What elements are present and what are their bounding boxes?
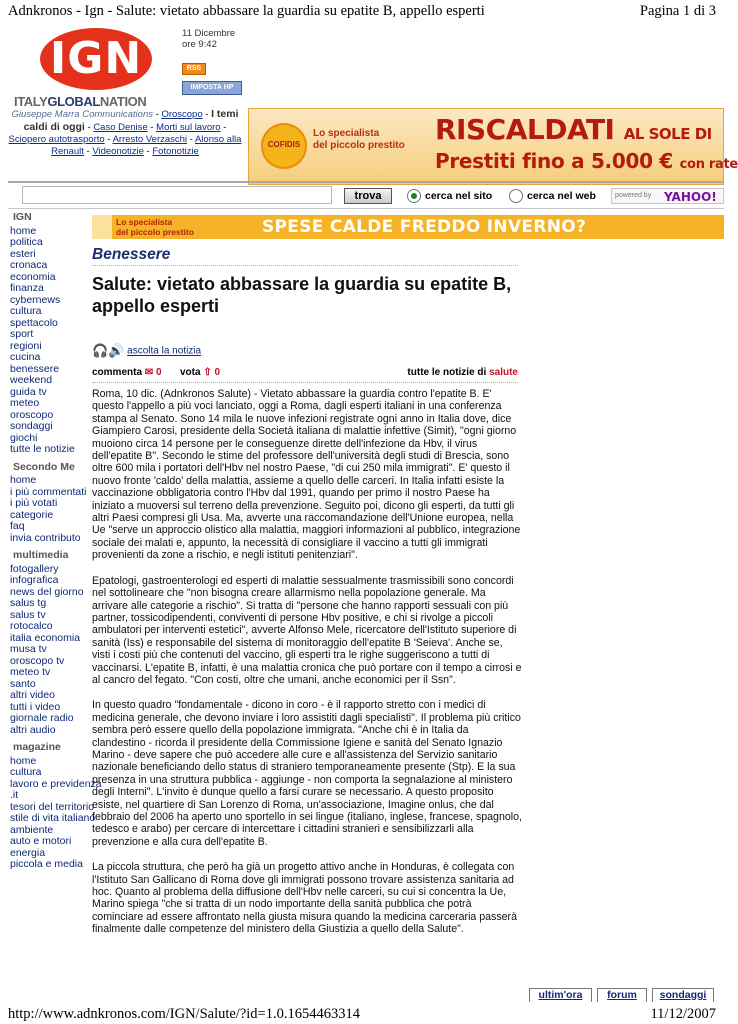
sidebar-item-secondo[interactable]: i più commentati [10,485,87,498]
nav-link-oroscopo[interactable]: Oroscopo [161,109,203,120]
powered-by-yahoo: powered by YAHOO! [611,188,724,204]
sidebar-heading-ign: IGN [13,211,32,223]
sidebar-heading-secondo-me: Secondo Me [13,460,75,473]
sidebar-item-multimedia[interactable]: salus tv [10,608,46,621]
sun-logo-icon: COFIDIS [261,123,307,169]
article-body [92,388,522,949]
banner2-headline: SPESE CALDE FREDDO INVERNO? [262,217,587,237]
hot-topics-label: I temi caldi di oggi [23,108,239,133]
ign-logo[interactable] [40,28,152,90]
sidebar-item-ign[interactable]: regioni [10,339,42,352]
print-header [8,0,716,22]
vote-button[interactable]: vota ⇧ 0 [180,367,221,378]
banner-headline-1: RISCALDATI AL SOLE DI [435,113,712,146]
sidebar-nav [10,211,102,871]
print-url: http://www.adnkronos.com/IGN/Salute/?id=1.0.1654463314 [8,1005,360,1022]
credit-text: Giuseppe Marra Communications [11,109,153,120]
tab-forum[interactable]: forum [597,988,647,1002]
set-homepage-button[interactable]: IMPOSTA HP [182,81,242,95]
sidebar-item-ign[interactable]: tutte le notizie [10,443,75,455]
sidebar-item-ign[interactable]: cybernews [10,293,61,306]
print-title: Adnkronos - Ign - Salute: vietato abbassare la guardia su epatite B, appello esperti [8,2,485,19]
sidebar-item-magazine[interactable]: tesori del territorio [10,800,95,813]
sidebar-item-ign[interactable]: meteo [10,397,40,409]
sidebar-item-ign[interactable]: economia [10,270,56,283]
sidebar-item-multimedia[interactable]: santo [10,677,36,690]
sidebar-item-secondo[interactable]: home [10,474,37,486]
rss-button[interactable]: RSS [182,63,206,75]
all-news-link[interactable]: tutte le notizie di salute [407,367,518,378]
section-title: Benessere [92,246,518,266]
cofidis-banner-ad[interactable] [248,108,738,185]
sidebar-item-ign[interactable]: politica [10,236,43,248]
sidebar-item-secondo[interactable]: categorie [10,508,54,521]
sidebar-item-ign[interactable]: giochi [10,431,38,444]
sidebar-item-ign[interactable]: weekend [10,374,53,386]
sidebar-item-multimedia[interactable]: news del giorno [10,585,84,598]
sidebar-item-secondo[interactable]: i più votati [10,497,58,509]
sidebar-item-magazine[interactable]: .it [10,789,19,801]
nav-link-hot-topic[interactable]: Sciopero autotrasporto [8,134,105,145]
sidebar-item-ign[interactable]: cronaca [10,259,48,271]
nav-link-fotonotizie[interactable]: Fotonotizie [152,146,199,157]
sidebar-item-ign[interactable]: home [10,224,37,237]
sidebar-item-ign[interactable]: finanza [10,282,44,294]
ign-tagline: ITALYGLOBALNATION [14,94,147,109]
banner-subtitle: Lo specialista del piccolo prestito [313,128,405,151]
comment-button[interactable]: commenta ✉ 0 [92,367,162,378]
nav-link-hot-topic[interactable]: Caso Denise [93,122,148,133]
print-date: 11/12/2007 [650,1005,716,1022]
headphones-speaker-icon: 🎧🔊 [92,343,125,358]
vote-arrow-icon: ⇧ [203,367,212,378]
radio-label-web: cerca nel web [527,190,596,202]
comment-icon: ✉ [144,367,154,378]
sidebar-item-magazine[interactable]: lavoro e previdenza [10,777,102,790]
tab-ultima-ora[interactable]: ultim'ora [529,988,592,1002]
sidebar-heading-multimedia: multimedia [13,549,69,561]
sidebar-item-magazine[interactable]: piccola e media [10,858,83,870]
nav-link-videonotizie[interactable]: Videonotizie [92,146,144,157]
sidebar-item-multimedia[interactable]: oroscopo tv [10,654,65,667]
sidebar-item-multimedia[interactable]: altri video [10,689,55,701]
tab-sondaggi[interactable]: sondaggi [652,988,714,1002]
article-paragraph: Roma, 10 dic. (Adnkronos Salute) - Vietato abbassare la guardia contro l'epatite B. E' questo l'appello a più voci lanciato, oggi a Roma, dagli esperti italiani in una conferenza stampa al Senato. Sono 14 mila le nuove infezioni registrate ogni anno in Italia dove, dice Giampiero Carosi, presidente della Società italiana di malattie infettive (Simit), "ogni giorno muoiono circa 14 persone per le conseguenze dirette dell'infezione da Hbv, il virus dell'epatite B". Secondo le stime del professore dell'università degli studi di Brescia, sono oltre 600 mila i portatori dell'Hbv nel nostro Paese, "di cui 250 mila immigrati". E' questo il nuovo fronte 'caldo' della malattia, assieme a quello delle carceri. In Italia infatti esiste la vaccinazione obbligatoria contro l'Hbv dal 1991, quando per primo il nostro Paese ha iniziato a muoversi sul terreno della prevenzione. Seguito poi, dicono gli esperti, da tutti gli altri Paesi compresi gli Usa. Ma, avverte una raccomandazione dell'Unione europea, nella Ue "serve un approccio olistico alla malattia, maggiori informazioni al pubblico, integrazione sociale dei malati e, appunto, la necessità di consigliare il vaccino a tutti gli immigrati provenienti da zone a rischio, e negli istituti penitenziari". [92,388,521,562]
divider [92,382,518,383]
spese-calde-banner-ad[interactable] [92,215,724,239]
sidebar-heading-magazine: magazine [13,741,61,753]
sidebar-item-ign[interactable]: esteri [10,247,36,260]
sidebar-item-multimedia[interactable]: salus tg [10,597,47,609]
sidebar-item-magazine[interactable]: cultura [10,766,42,778]
search-button[interactable]: trova [344,188,392,204]
nav-link-hot-topic[interactable]: Arresto Verzaschi [112,134,188,145]
listen-link[interactable]: ascolta la notizia [127,345,202,357]
radio-label-site: cerca nel sito [425,190,493,202]
top-nav-links: Giuseppe Marra Communications - Oroscopo - I temi caldi di oggi - Caso Denise - Morti sul lavoro - Sciopero autotrasporto - Arresto Verzaschi - Alonso alla Renault - Videonotizie - Fotonotizie [8,108,242,157]
ign-logo-text: IGN [49,33,143,84]
sidebar-item-ign[interactable]: spettacolo [10,316,58,329]
sidebar-item-ign[interactable]: sport [10,328,34,340]
sidebar-item-ign[interactable]: benessere [10,362,60,375]
sidebar-item-multimedia[interactable]: tutti i video [10,700,61,713]
sidebar-item-magazine[interactable]: auto e motori [10,835,72,847]
sidebar-item-ign[interactable]: sondaggi [10,420,53,432]
time-text: ore 9:42 [182,39,217,50]
sidebar-item-secondo[interactable]: invia contributo [10,531,81,544]
sidebar-item-multimedia[interactable]: giornale radio [10,712,74,724]
article-paragraph: Epatologi, gastroenterologi ed esperti di malattie sessualmente trasmissibili sono concordi nel sottolineare che "non bisogna creare allarmismo nella popolazione generale. Ma arrivare alle categorie a rischio". Si tratta di "persone che hanno rapporti sessuali con più partner, tossicodipendenti, conviventi di persone Hbv positive, e chi si rivolge a piccoli ambulatori per interventi estetici", avverte Alfonso Mele, ricercatore dell'Istituto superiore di sanità (Iss) e responsabile del sistema di monitoraggio dell'epatite B 'Seieva'. Anche se, visti i costi più che contenuti del vaccino, gli esperti tra le righe suggeriscono a tutti di vaccinarsi. L'epatite B, infatti, è una malattia cronica che può portare con il tempo a cirrosi e al cancro del fegato. "Con costi, oltre che umani, anche economici per il Ssn". [92,574,522,686]
sidebar-item-ign[interactable]: cultura [10,305,42,317]
date-text: 11 Dicembre [182,28,236,39]
sidebar-item-multimedia[interactable]: musa tv [10,643,47,655]
radio-search-web[interactable] [509,189,523,203]
article-paragraph: In questo quadro "fondamentale - dicono in coro - è il rapporto stretto con i medici di medicina generale, che devono inviare i loro assistiti dagli specialisti". Il problema più critico sembra però essere quello della popolazione immigrata. "Anche chi è in Italia da clandestino - ricorda il presidente della Commissione Igiene e sanità del Senato Ignazio Marino - deve sapere che può accedere alle cure e all'assistenza del Servizio sanitario nazionale beneficiando dello status di straniero temporaneamente presente (Stp). E la sua presenza in una struttura pubblica - aggiunge - non comporta la segnalazione al ministero degli Interni". L'invito è dunque quello a farsi curare se necessario. A questo proposito esiste, nel quartiere di San Lorenzo di Roma, un'associazione, Imagine onlus, che dal febbraio del 2006 ha aperto uno sportello in sei lingue (italiano, inglese, francese, spagnolo, tedesco e arabo) per cercare di intercettare i cittadini stranieri e sensibilizzarli alla prevenzione e alla cura dell'epatite B. [92,699,522,848]
nav-link-hot-topic[interactable]: Alonso alla Renault [51,134,242,157]
article-paragraph: La piccola struttura, che però ha già un progetto attivo anche in Honduras, è collegata con l'Istituto San Gallicano di Roma dove gli immigrati possono trovare assistenza sanitaria ad hoc. Quanto al problema della diffusione dell'Hbv nelle carceri, su cui si concentra la Ue, Marino spiega "che si tratta di un nodo importante della sanità pubblica che potrà cominciare ad essere affrontato nella giusta misura quando la medicina carceraria passerà finalmente dalle competenze del ministero della Giustizia a quello della Salute". [92,861,517,936]
sidebar-item-multimedia[interactable]: meteo tv [10,666,51,678]
sidebar-item-multimedia[interactable]: italia economia [10,631,81,644]
article-title: Salute: vietato abbassare la guardia su epatite B, appello esperti [92,274,512,316]
sidebar-item-magazine[interactable]: energia [10,846,46,859]
listen-row [92,343,201,359]
banner-sun-icon [92,215,112,239]
sidebar-item-multimedia[interactable]: altri audio [10,723,56,736]
nav-link-hot-topic[interactable]: Morti sul lavoro [156,122,221,133]
divider [8,208,724,209]
sidebar-item-ign[interactable]: guida tv [10,385,47,398]
article-meta [92,366,518,380]
print-footer [8,1004,716,1024]
banner2-subtitle: Lo specialista del piccolo prestito [116,217,194,237]
divider [8,181,724,183]
bottom-tabs [529,988,724,1002]
sidebar-item-secondo[interactable]: faq [10,520,25,532]
sidebar-item-multimedia[interactable]: infografica [10,574,59,586]
sidebar-item-ign[interactable]: cucina [10,351,41,363]
sidebar-item-magazine[interactable]: stile di vita italiano [10,812,96,824]
sidebar-item-multimedia[interactable]: rotocalco [10,620,53,632]
banner-headline-2: Prestiti fino a 5.000 € con rate [435,149,738,173]
sidebar-item-magazine[interactable]: ambiente [10,823,54,836]
sidebar-item-ign[interactable]: oroscopo [10,408,54,421]
sidebar-item-magazine[interactable]: home [10,754,37,767]
radio-search-site[interactable] [407,189,421,203]
dateline [182,28,235,50]
print-page-number: Pagina 1 di 3 [639,2,716,19]
search-input[interactable] [22,186,332,204]
sidebar-item-multimedia[interactable]: fotogallery [10,562,59,575]
yahoo-logo: YAHOO! [664,190,717,204]
